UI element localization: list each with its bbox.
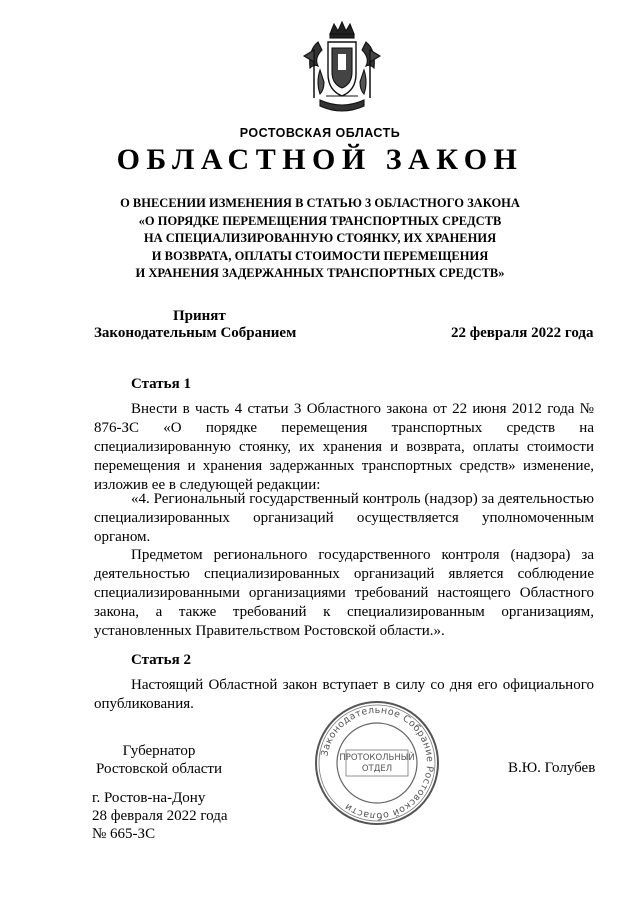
article-1-paragraph: Предметом регионального государственного контроля (надзора) за деятельностью специализированных организаций является соблюдение специализированными организациями требований настоящего Областного закона, а также требований к специализированным организациям, установленных Правительством Ростовской области.». [94, 547, 594, 639]
adoption-date: 22 февраля 2022 года [451, 325, 594, 341]
issue-date: 28 февраля 2022 года [92, 808, 228, 824]
document-type: ОБЛАСТНОЙ ЗАКОН [116, 143, 524, 176]
law-number: № 665-ЗС [92, 826, 156, 842]
signatory-name: В.Ю. Голубев [508, 760, 596, 776]
coat-of-arms-icon [300, 20, 384, 118]
article-1-paragraph: Внести в часть 4 статьи 3 Областного закона от 22 июня 2012 года № 876-ЗС «О порядке перемещения транспортных средств на специализированную стоянку, их хранения и возврата, оплаты стоимости перемещения и хранения задержанных транспортных средств» изменение, изложив ее в следующей редакции: [94, 401, 594, 493]
law-subject-line: И ХРАНЕНИЯ ЗАДЕРЖАННЫХ ТРАНСПОРТНЫХ СРЕДСТВ» [135, 266, 505, 280]
stamp-center-line: ПРОТОКОЛЬНЫЙ [339, 753, 415, 763]
article-1-heading: Статья 1 [131, 376, 191, 392]
law-subject [0, 195, 640, 283]
law-subject-line: О ВНЕСЕНИИ ИЗМЕНЕНИЯ В СТАТЬЮ 3 ОБЛАСТНОГО ЗАКОНА [120, 196, 520, 210]
law-subject-line: «О ПОРЯДКЕ ПЕРЕМЕЩЕНИЯ ТРАНСПОРТНЫХ СРЕДСТВ [138, 213, 502, 228]
region-name: РОСТОВСКАЯ ОБЛАСТЬ [239, 126, 401, 140]
signatory-title-line: Губернатор [122, 743, 196, 759]
signatory-title [94, 742, 224, 778]
law-subject-line: НА СПЕЦИАЛИЗИРОВАННУЮ СТОЯНКУ, ИХ ХРАНЕНИЯ [143, 231, 497, 245]
adopting-body: Законодательным Собранием [94, 325, 297, 341]
article-2-paragraph: Настоящий Областной закон вступает в силу со дня его официального опубликования. [94, 677, 594, 712]
issue-place: г. Ростов-на-Дону [92, 790, 206, 806]
official-seal-icon [312, 698, 442, 828]
article-1-paragraph: «4. Региональный государственный контроль (надзор) за деятельностью специализированных организаций осуществляется уполномоченным органом. [94, 491, 594, 545]
adopted-label: Принят [173, 308, 226, 324]
signatory-title-line: Ростовской области [96, 761, 222, 777]
law-subject-line: И ВОЗВРАТА, ОПЛАТЫ СТОИМОСТИ ПЕРЕМЕЩЕНИЯ [151, 248, 489, 263]
article-2-heading: Статья 2 [131, 652, 191, 668]
stamp-ring-text: Законодательное Собрание Ростовской области [319, 704, 436, 822]
issue-details [92, 789, 228, 843]
stamp-center-line: ОТДЕЛ [361, 764, 393, 774]
